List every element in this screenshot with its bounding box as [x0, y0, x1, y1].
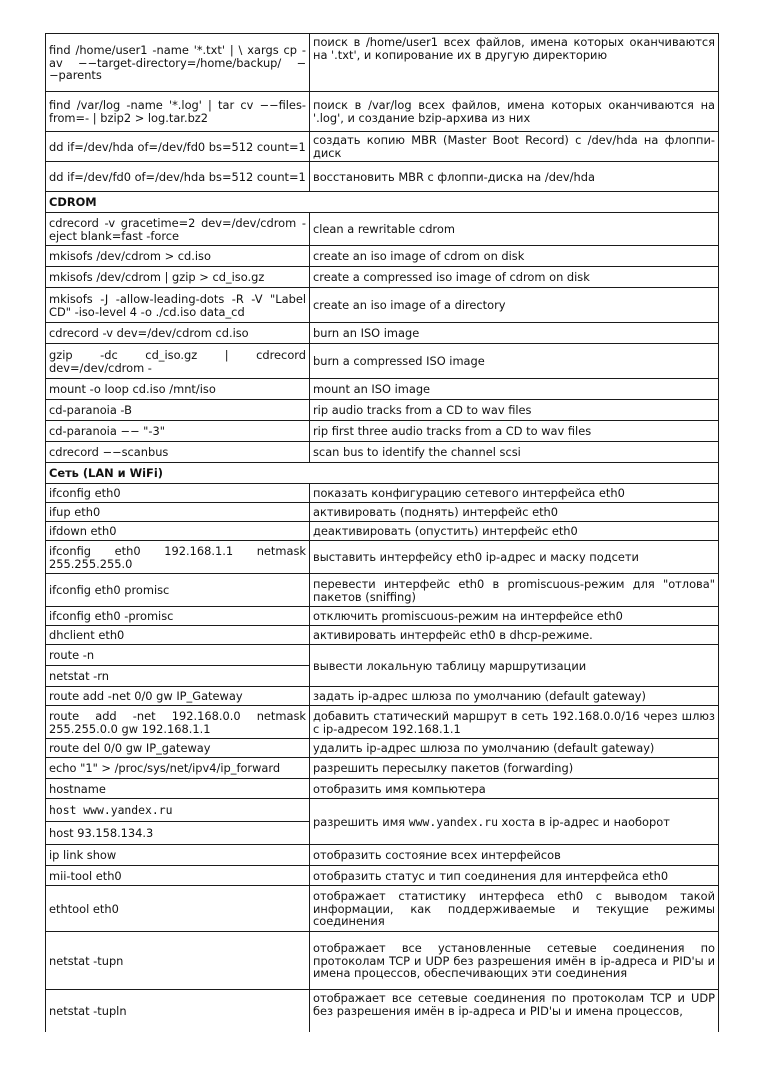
- description-cell: rip audio tracks from a CD to wav files: [310, 400, 719, 421]
- section-header-row: [46, 192, 719, 213]
- table-row: [46, 400, 719, 421]
- command-cell: route add -net 192.168.0.0 netmask 255.255.0.0 gw 192.168.1.1: [46, 706, 310, 739]
- description-cell: создать копию MBR (Master Boot Record) с /dev/hda на флоппи-диск: [310, 132, 719, 162]
- table-row: [46, 541, 719, 574]
- table-row: [46, 162, 719, 192]
- command-cell: cdrecord -v dev=/dev/cdrom cd.iso: [46, 323, 310, 344]
- table-row: [46, 34, 719, 92]
- table-row: [46, 132, 719, 162]
- description-text-post: хоста в ip-адрес и наоборот: [497, 814, 670, 829]
- command-cell: dd if=/dev/fd0 of=/dev/hda bs=512 count=1: [46, 162, 310, 192]
- table-row: [46, 503, 719, 522]
- command-cell: cdrecord -v gracetime=2 dev=/dev/cdrom -eject blank=fast -force: [46, 213, 310, 246]
- command-cell: route add -net 0/0 gw IP_Gateway: [46, 687, 310, 706]
- description-cell: отображает все установленные сетевые соединения по протоколам TCP и UDP без разрешения имён в ip-адреса и PID'ы и имена процессов, обеспечивающих эти соединения: [310, 932, 719, 990]
- description-text-host: www.yandex.ru: [408, 814, 498, 829]
- description-cell: активировать (поднять) интерфейс eth0: [310, 503, 719, 522]
- description-cell: разрешить пересылку пакетов (forwarding): [310, 758, 719, 779]
- command-cell: mount -o loop cd.iso /mnt/iso: [46, 379, 310, 400]
- description-cell: отобразить статус и тип соединения для интерфейса eth0: [310, 866, 719, 886]
- description-text-pre: разрешить имя: [313, 814, 409, 829]
- table-row: [46, 687, 719, 706]
- command-cell: mkisofs /dev/cdrom | gzip > cd_iso.gz: [46, 267, 310, 288]
- command-cell: host 93.158.134.3: [46, 822, 310, 845]
- description-cell: показать конфигурацию сетевого интерфейса eth0: [310, 484, 719, 503]
- table-row: [46, 866, 719, 886]
- description-cell: burn a compressed ISO image: [310, 344, 719, 379]
- command-cell: ethtool eth0: [46, 886, 310, 932]
- command-cell: hostname: [46, 779, 310, 799]
- command-cell: find /var/log -name '*.log' | tar cv −−files-from=- | bzip2 > log.tar.bz2: [46, 92, 310, 132]
- description-cell: create an iso image of a directory: [310, 288, 719, 323]
- command-cell: ifdown eth0: [46, 522, 310, 541]
- table-row: [46, 706, 719, 739]
- table-row: [46, 213, 719, 246]
- table-row: [46, 92, 719, 132]
- description-cell: rip first three audio tracks from a CD to wav files: [310, 421, 719, 442]
- description-cell: добавить статический маршрут в сеть 192.168.0.0/16 через шлюз с ip-адресом 192.168.1.1: [310, 706, 719, 739]
- command-cell: cdrecord −−scanbus: [46, 442, 310, 463]
- command-cell: netstat -tupn: [46, 932, 310, 990]
- table-row: [46, 990, 719, 1032]
- description-cell: отображает все сетевые соединения по протоколам TCP и UDP без разрешения имён в ip-адреса и PID'ы и имена процессов,: [310, 990, 719, 1032]
- command-cell: find /home/user1 -name '*.txt' | \ xargs cp -av −−target-directory=/home/backup/ −−parents: [46, 34, 310, 92]
- description-cell: scan bus to identify the channel scsi: [310, 442, 719, 463]
- table-row: [46, 645, 719, 666]
- description-cell: восстановить MBR с флоппи-диска на /dev/hda: [310, 162, 719, 192]
- command-text: host www.yandex.ru: [49, 803, 173, 818]
- description-cell: clean a rewritable cdrom: [310, 213, 719, 246]
- table-row: [46, 845, 719, 866]
- table-row: [46, 758, 719, 779]
- description-cell: активировать интерфейс eth0 в dhcp-режиме.: [310, 626, 719, 645]
- description-cell: mount an ISO image: [310, 379, 719, 400]
- command-cell: netstat -rn: [46, 666, 310, 687]
- table-row: [46, 779, 719, 799]
- command-reference-page: [45, 33, 718, 1032]
- description-cell: поиск в /var/log всех файлов, имена которых оканчиваются на '.log', и создание bzip-архива из них: [310, 92, 719, 132]
- table-row: [46, 607, 719, 626]
- description-cell: задать ip-адрес шлюза по умолчанию (default gateway): [310, 687, 719, 706]
- command-cell: cd-paranoia −− "-3": [46, 421, 310, 442]
- table-row: [46, 886, 719, 932]
- section-header-network: Сеть (LAN и WiFi): [46, 463, 719, 484]
- description-cell: отключить promiscuous-режим на интерфейсе eth0: [310, 607, 719, 626]
- section-header-cdrom: CDROM: [46, 192, 719, 213]
- description-cell: burn an ISO image: [310, 323, 719, 344]
- description-cell: вывести локальную таблицу маршрутизации: [310, 645, 719, 687]
- description-cell: create a compressed iso image of cdrom on disk: [310, 267, 719, 288]
- command-cell: route del 0/0 gw IP_gateway: [46, 739, 310, 758]
- section-header-row: [46, 463, 719, 484]
- description-cell: перевести интерфейс eth0 в promiscuous-режим для "отлова" пакетов (sniffing): [310, 574, 719, 607]
- command-cell: route -n: [46, 645, 310, 666]
- command-cell: ifconfig eth0 192.168.1.1 netmask 255.255.255.0: [46, 541, 310, 574]
- table-row: [46, 442, 719, 463]
- description-cell: отображает статистику интерфеса eth0 с выводом такой информации, как поддерживаемые и текущие режимы соединения: [310, 886, 719, 932]
- description-cell: create an iso image of cdrom on disk: [310, 246, 719, 267]
- command-cell: mii-tool eth0: [46, 866, 310, 886]
- command-cell: dd if=/dev/hda of=/dev/fd0 bs=512 count=1: [46, 132, 310, 162]
- table-row: [46, 379, 719, 400]
- command-cell: ip link show: [46, 845, 310, 866]
- table-row: [46, 344, 719, 379]
- table-row: [46, 421, 719, 442]
- description-cell: выставить интерфейсу eth0 ip-адрес и маску подсети: [310, 541, 719, 574]
- command-cell: ifconfig eth0 promisc: [46, 574, 310, 607]
- command-cell: echo "1" > /proc/sys/net/ipv4/ip_forward: [46, 758, 310, 779]
- table-row: [46, 267, 719, 288]
- command-cell: [46, 799, 310, 822]
- command-cell: dhclient eth0: [46, 626, 310, 645]
- table-row: [46, 932, 719, 990]
- command-cell: cd-paranoia -B: [46, 400, 310, 421]
- table-row: [46, 574, 719, 607]
- description-cell: [310, 799, 719, 845]
- table-row: [46, 626, 719, 645]
- table-row: [46, 246, 719, 267]
- table-row: [46, 739, 719, 758]
- command-cell: ifconfig eth0: [46, 484, 310, 503]
- table-row: [46, 484, 719, 503]
- description-cell: деактивировать (опустить) интерфейс eth0: [310, 522, 719, 541]
- command-cell: gzip -dc cd_iso.gz | cdrecord dev=/dev/cdrom -: [46, 344, 310, 379]
- description-cell: поиск в /home/user1 всех файлов, имена которых оканчиваются на '.txt', и копирование их в другую директорию: [310, 34, 719, 92]
- description-cell: отобразить имя компьютера: [310, 779, 719, 799]
- table-row: [46, 799, 719, 822]
- command-cell: ifconfig eth0 -promisc: [46, 607, 310, 626]
- command-cell: mkisofs /dev/cdrom > cd.iso: [46, 246, 310, 267]
- table-row: [46, 288, 719, 323]
- table-row: [46, 323, 719, 344]
- command-cell: netstat -tupln: [46, 990, 310, 1032]
- command-cell: mkisofs -J -allow-leading-dots -R -V "Label CD" -iso-level 4 -o ./cd.iso data_cd: [46, 288, 310, 323]
- description-cell: отобразить состояние всех интерфейсов: [310, 845, 719, 866]
- table-row: [46, 522, 719, 541]
- command-table: [45, 33, 719, 1032]
- command-cell: ifup eth0: [46, 503, 310, 522]
- description-cell: удалить ip-адрес шлюза по умолчанию (default gateway): [310, 739, 719, 758]
